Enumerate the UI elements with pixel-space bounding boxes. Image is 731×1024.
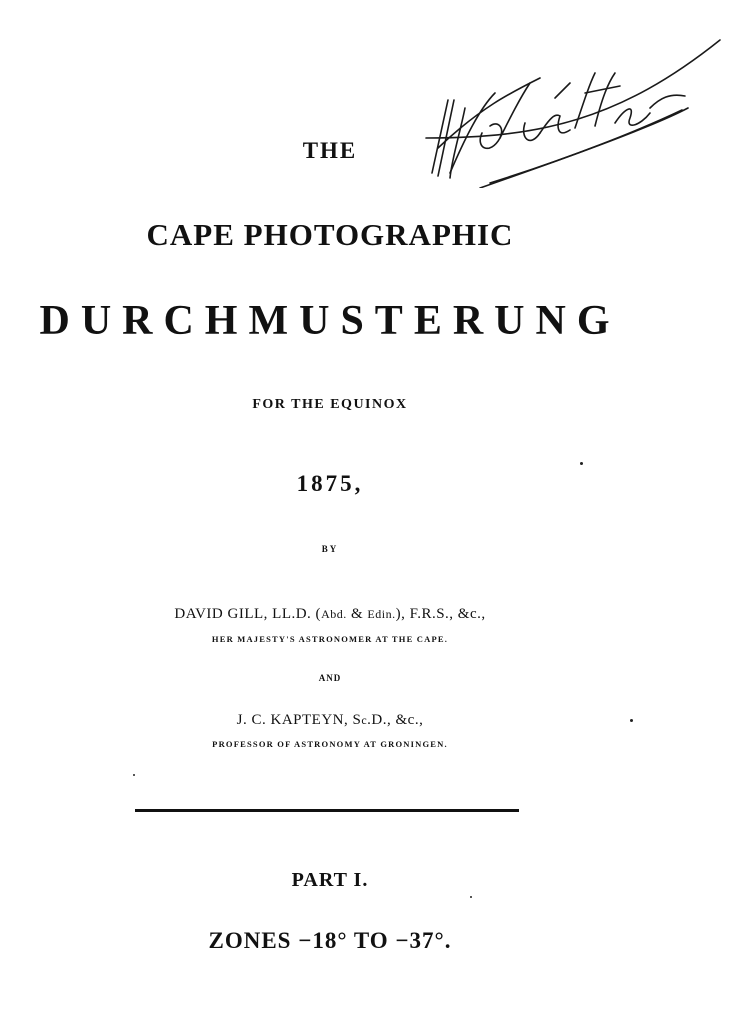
subtitle-equinox: FOR THE EQUINOX [252,397,408,412]
author-gill [0,606,660,623]
author-gill-name-1: DAVID GILL, LL.D. ( [174,606,322,622]
author-gill-role: HER MAJESTY'S ASTRONOMER AT THE CAPE. [211,634,449,644]
author-kapteyn-sc: c [361,713,368,727]
author-kapteyn [0,712,660,729]
author-kapteyn-role: PROFESSOR OF ASTRONOMY AT GRONINGEN. [212,739,448,749]
author-gill-abd: Abd. [321,607,347,621]
equinox-year: 1875, [296,471,364,496]
part-label: PART I. [291,869,369,891]
author-kapteyn-name-2: .D., &c., [367,712,424,728]
zones-label: ZONES −18° TO −37°. [208,928,452,953]
signature [420,38,730,188]
by-label: BY [321,544,339,554]
ink-speck [630,719,633,722]
title-durchmusterung: DURCHMUSTERUNG [39,298,621,344]
title-the: THE [302,138,358,163]
and-label: AND [318,673,342,683]
title-cape-photographic: CAPE PHOTOGRAPHIC [146,217,514,252]
ink-speck [470,896,472,898]
author-gill-edin: Edin. [367,607,396,621]
author-kapteyn-name-1: J. C. KAPTEYN, S [236,712,362,728]
ink-speck [580,462,583,465]
author-gill-name-2: & [346,606,368,622]
author-gill-name-3: ), F.R.S., &c., [395,606,486,622]
horizontal-rule [135,809,519,812]
ink-speck [133,774,135,776]
